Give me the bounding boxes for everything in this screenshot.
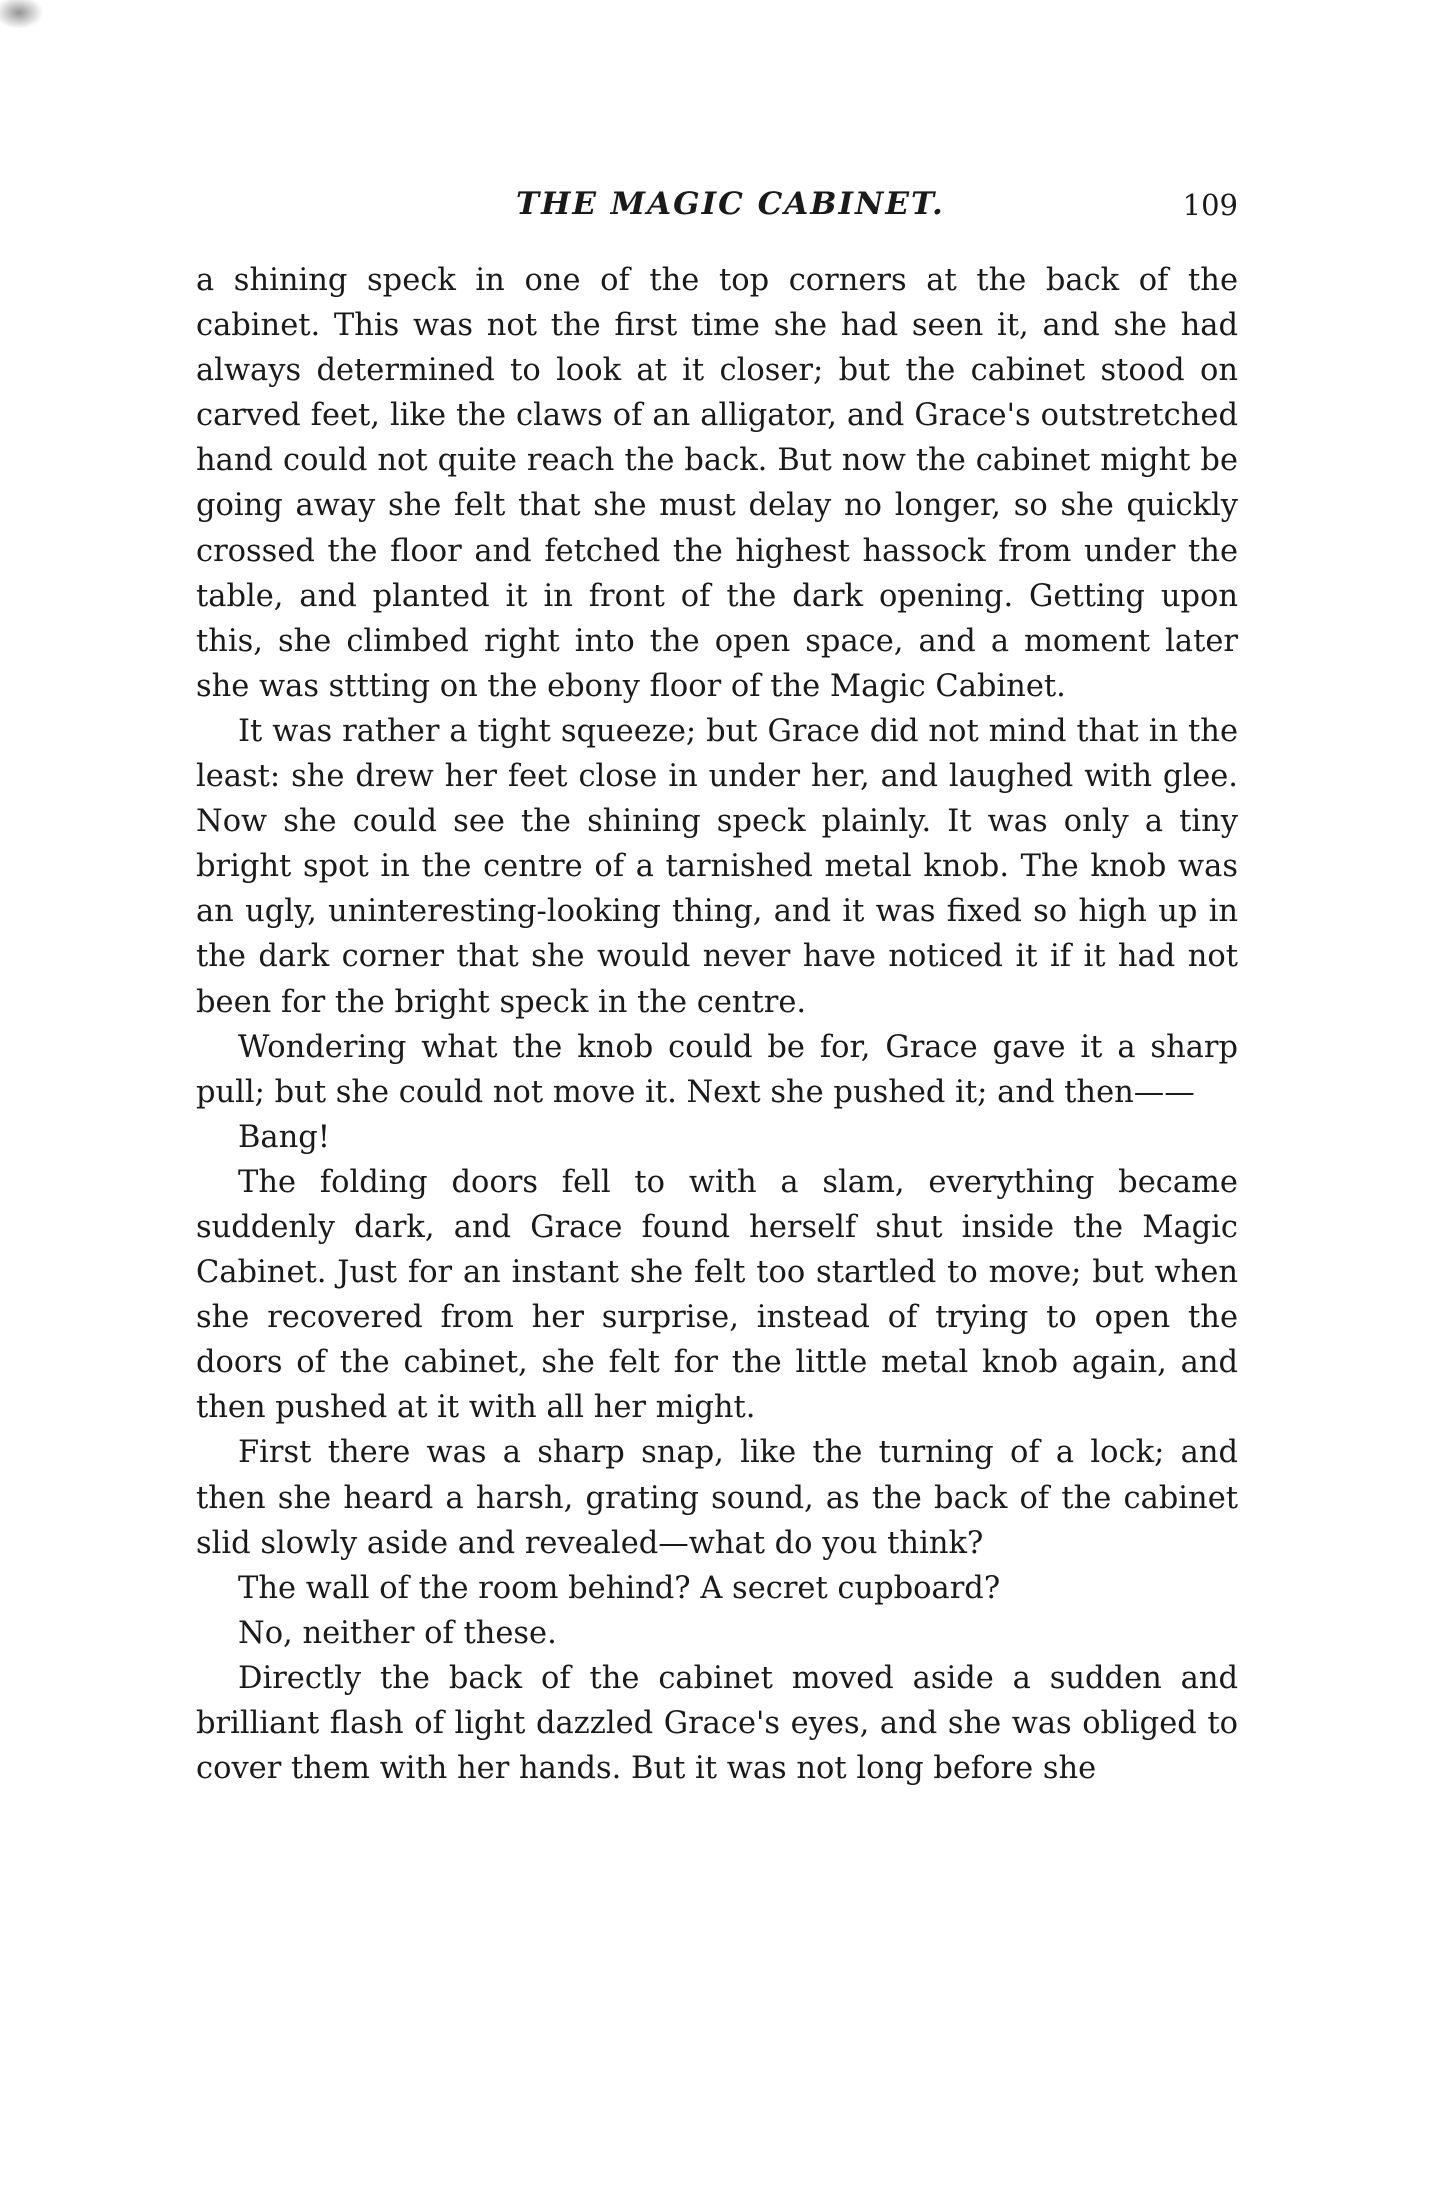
paragraph-5: The folding doors fell to with a slam, everything became suddenly dark, and Grace found herself shut inside the Magic Cabinet. Just for an instant she felt too startled to move; but when she recovered from her surprise, instead of trying to open the doors of the cabinet, she felt for the little metal knob again, and then pushed at it with all her might. (196, 1164, 1238, 1426)
ink-smudge (0, 0, 42, 28)
page-number: 109 (1182, 188, 1238, 222)
paragraph-3: Wondering what the knob could be for, Grace gave it a sharp pull; but she could not move it. Next she pushed it; and then—— (196, 1029, 1238, 1110)
paragraph-6: First there was a sharp snap, like the turning of a lock; and then she heard a harsh, grating sound, as the back of the cabinet slid slowly aside and revealed—what do you think? (196, 1435, 1238, 1561)
paragraph-7: The wall of the room behind? A secret cupboard? (238, 1570, 1001, 1606)
paragraph-9: Directly the back of the cabinet moved aside a sudden and brilliant flash of light dazzled Grace's eyes, and she was obliged to cover them with her hands. But it was not long before she (196, 1660, 1238, 1787)
paragraph-2: It was rather a tight squeeze; but Grace did not mind that in the least: she drew her feet close in under her, and laughed with glee. Now she could see the shining speck plainly. It was only a tiny bright spot in the centre of a tarnished metal knob. The knob was an ugly, uninteresting-looking thing, and it was fixed so high up in the dark corner that she would never have noticed it if it had not been for the bright speck in the centre. (196, 713, 1238, 1020)
running-title: THE MAGIC CABINET. (516, 186, 945, 222)
paragraph-8: No, neither of these. (238, 1615, 557, 1651)
paragraph-1: a shining speck in one of the top corners at the back of the cabinet. This was not the first time she had seen it, and she had always determined to look at it closer; but the cabinet stood on carved feet, like the claws of an alligator, and Grace's outstretched hand could not quite reach the back. But now the cabinet might be going away she felt that she must delay no longer, so she quickly crossed the floor and fetched the highest hassock from under the table, and planted it in front of the dark opening. Getting upon this, she climbed right into the open space, and a moment later she was sttting on the ebony floor of the Magic Cabinet. (196, 263, 1238, 704)
page-header (196, 186, 1238, 236)
paragraph-4: Bang! (238, 1119, 331, 1155)
body-text (196, 258, 1238, 1791)
